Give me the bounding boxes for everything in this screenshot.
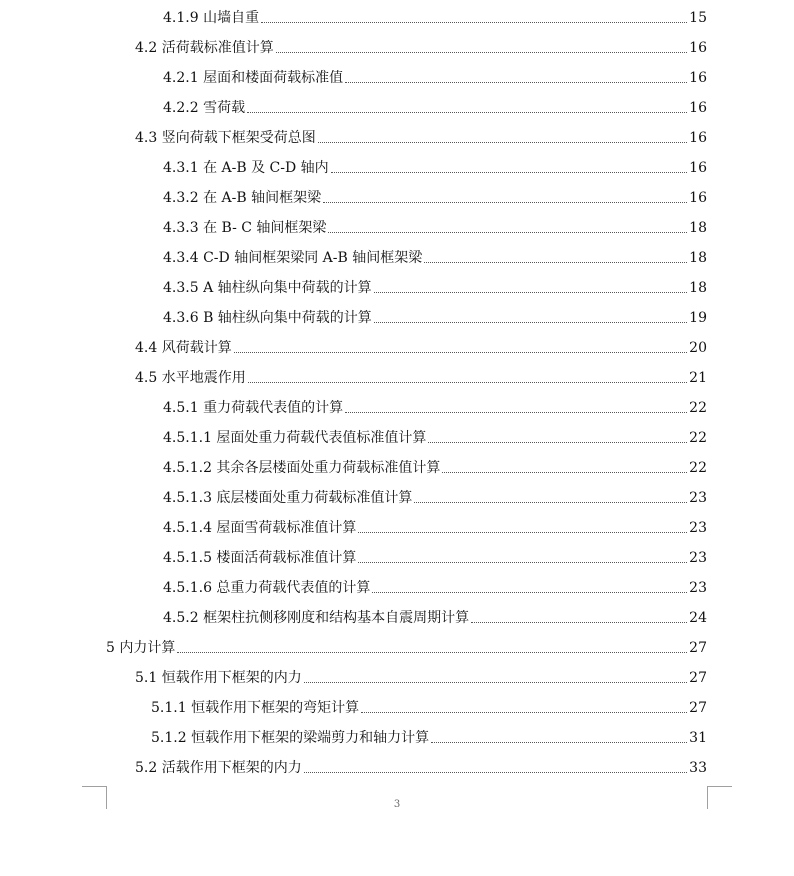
toc-entry[interactable] [163, 486, 707, 506]
toc-dot-leader [323, 202, 687, 203]
toc-entry-page: 15 [689, 10, 707, 26]
toc-dot-leader [374, 292, 687, 293]
toc-entry-page: 16 [689, 190, 707, 206]
toc-entry[interactable] [163, 546, 707, 566]
toc-entry[interactable] [135, 666, 707, 686]
toc-entry-page: 27 [689, 670, 707, 686]
toc-dot-leader [372, 592, 687, 593]
toc-entry-title: 4.5.1 重力荷载代表值的计算 [163, 400, 344, 416]
toc-dot-leader [345, 412, 687, 413]
toc-entry-title: 4.3 竖向荷载下框架受荷总图 [135, 130, 316, 146]
toc-entry[interactable] [163, 606, 707, 626]
toc-entry-page: 23 [689, 490, 707, 506]
toc-entry[interactable] [163, 156, 707, 176]
toc-entry-page: 18 [689, 280, 707, 296]
toc-entry[interactable] [163, 6, 707, 26]
toc-dot-leader [431, 742, 687, 743]
toc-dot-leader [358, 562, 687, 563]
toc-dot-leader [318, 142, 687, 143]
toc-entry-page: 33 [689, 760, 707, 776]
toc-dot-leader [177, 652, 687, 653]
toc-dot-leader [442, 472, 687, 473]
toc-entry-title: 4.3.1 在 A-B 及 C-D 轴内 [163, 160, 329, 176]
toc-entry[interactable] [135, 36, 707, 56]
toc-entry-page: 20 [689, 340, 707, 356]
toc-entry-title: 5.2 活载作用下框架的内力 [135, 760, 302, 776]
toc-dot-leader [424, 262, 687, 263]
toc-dot-leader [358, 532, 687, 533]
toc-entry[interactable] [163, 456, 707, 476]
toc-dot-leader [304, 682, 687, 683]
toc-entry-page: 23 [689, 520, 707, 536]
toc-entry[interactable] [151, 696, 707, 716]
toc-dot-leader [414, 502, 687, 503]
toc-entry-title: 5.1.1 恒载作用下框架的弯矩计算 [151, 700, 360, 716]
toc-entry-title: 5.1.2 恒载作用下框架的梁端剪力和轴力计算 [151, 730, 430, 746]
toc-entry-title: 4.3.6 B 轴柱纵向集中荷载的计算 [163, 310, 372, 326]
toc-entry-page: 16 [689, 130, 707, 146]
toc-entry[interactable] [135, 366, 707, 386]
toc-entry-page: 24 [689, 610, 707, 626]
toc-entry-page: 31 [689, 730, 707, 746]
toc-entry-page: 27 [689, 700, 707, 716]
toc-entry[interactable] [163, 426, 707, 446]
toc-entry-title: 5.1 恒载作用下框架的内力 [135, 670, 302, 686]
toc-dot-leader [331, 172, 687, 173]
toc-entry[interactable] [163, 276, 707, 296]
toc-entry-title: 4.5.2 框架柱抗侧移刚度和结构基本自震周期计算 [163, 610, 470, 626]
toc-entry-title: 4.2.1 屋面和楼面荷载标准值 [163, 70, 344, 86]
toc-dot-leader [428, 442, 687, 443]
toc-entry-page: 16 [689, 160, 707, 176]
toc-entry-page: 18 [689, 220, 707, 236]
toc-entry[interactable] [163, 216, 707, 236]
toc-dot-leader [345, 82, 687, 83]
toc-entry-page: 19 [689, 310, 707, 326]
toc-dot-leader [304, 772, 687, 773]
toc-entry[interactable] [163, 306, 707, 326]
toc-entry-page: 16 [689, 100, 707, 116]
toc-entry[interactable] [106, 636, 707, 656]
toc-entry-page: 22 [689, 460, 707, 476]
toc-entry-page: 22 [689, 430, 707, 446]
toc-entry[interactable] [151, 726, 707, 746]
toc-dot-leader [361, 712, 687, 713]
toc-entry-title: 4.2 活荷载标准值计算 [135, 40, 274, 56]
toc-entry-page: 23 [689, 550, 707, 566]
toc-entry[interactable] [163, 66, 707, 86]
toc-entry[interactable] [163, 516, 707, 536]
toc-dot-leader [261, 22, 687, 23]
toc-entry-title: 4.5.1.3 底层楼面处重力荷载标准值计算 [163, 490, 413, 506]
toc-entry-page: 23 [689, 580, 707, 596]
toc-dot-leader [374, 322, 687, 323]
toc-entry-title: 4.3.5 A 轴柱纵向集中荷载的计算 [163, 280, 372, 296]
page-number: 3 [393, 799, 401, 810]
toc-entry-title: 4.5.1.5 楼面活荷载标准值计算 [163, 550, 357, 566]
toc-dot-leader [328, 232, 687, 233]
toc-entry-page: 27 [689, 640, 707, 656]
toc-dot-leader [248, 382, 687, 383]
toc-entry-page: 18 [689, 250, 707, 266]
toc-entry[interactable] [163, 186, 707, 206]
toc-entry[interactable] [135, 126, 707, 146]
toc-entry[interactable] [135, 336, 707, 356]
toc-entry[interactable] [163, 246, 707, 266]
toc-entry-page: 22 [689, 400, 707, 416]
toc-dot-leader [247, 112, 687, 113]
toc-entry-title: 4.5 水平地震作用 [135, 370, 246, 386]
toc-entry-page: 16 [689, 40, 707, 56]
toc-entry[interactable] [163, 96, 707, 116]
toc-entry-title: 4.5.1.2 其余各层楼面处重力荷载标准值计算 [163, 460, 441, 476]
toc-entry-title: 4.5.1.6 总重力荷载代表值的计算 [163, 580, 371, 596]
toc-dot-leader [234, 352, 687, 353]
toc-entry-title: 4.5.1.1 屋面处重力荷载代表值标准值计算 [163, 430, 427, 446]
toc-entry-page: 16 [689, 70, 707, 86]
toc-entry-title: 4.1.9 山墙自重 [163, 10, 260, 26]
toc-entry-title: 4.3.4 C-D 轴间框架梁同 A-B 轴间框架梁 [163, 250, 423, 266]
toc-entry-page: 21 [689, 370, 707, 386]
toc-entry[interactable] [163, 396, 707, 416]
toc-entry[interactable] [135, 756, 707, 776]
toc-entry-title: 4.3.2 在 A-B 轴间框架梁 [163, 190, 322, 206]
toc-entry[interactable] [163, 576, 707, 596]
toc-entry-title: 4.3.3 在 B- C 轴间框架梁 [163, 220, 327, 236]
toc-entry-title: 5 内力计算 [106, 640, 176, 656]
toc-dot-leader [471, 622, 687, 623]
toc-entry-title: 4.5.1.4 屋面雪荷载标准值计算 [163, 520, 357, 536]
toc-entry-title: 4.2.2 雪荷载 [163, 100, 246, 116]
toc-dot-leader [276, 52, 687, 53]
toc-entry-title: 4.4 风荷载计算 [135, 340, 232, 356]
